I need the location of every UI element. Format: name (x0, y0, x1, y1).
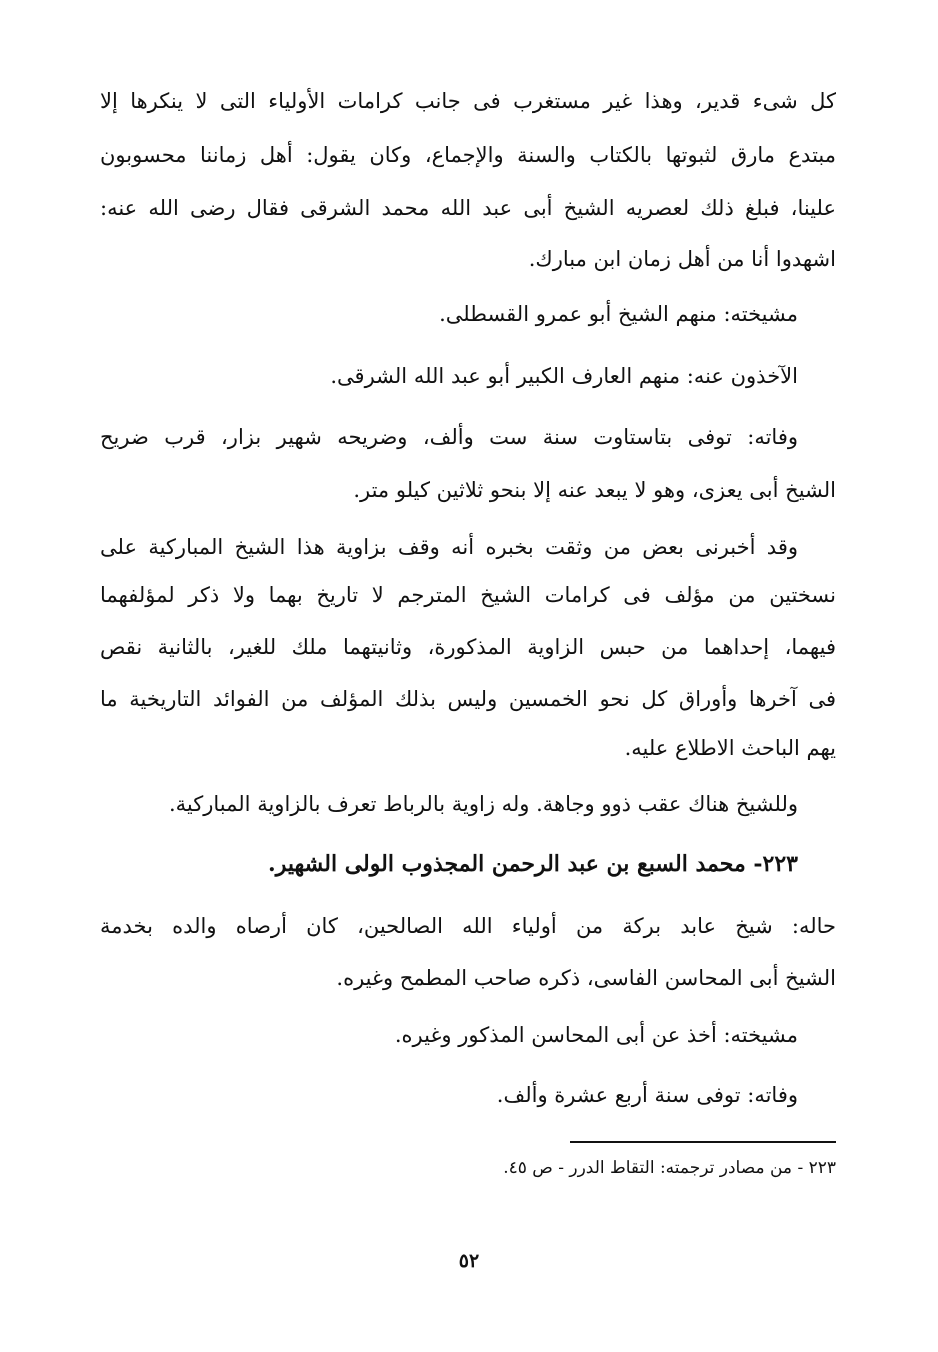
text-line: مشيخته: أخذ عن أبى المحاسن المذكور وغيره. (394, 1023, 798, 1047)
text-line: مبتدع مارق لثبوتها بالكتاب والسنة والإجماع، وكان يقول: أهل زماننا محسوبون (100, 143, 836, 167)
text-line: الشيخ أبى يعزى، وهو لا يبعد عنه إلا بنحو ثلاثين كيلو متر. (353, 478, 836, 502)
text-line: فيهما، إحداهما من حبس الزاوية المذكورة، وثانيتهما ملك للغير، بالثانية نقص (100, 635, 836, 659)
text-line: نسختين من مؤلف فى كرامات الشيخ المترجم لا تاريخ بهما ولا ذكر لمؤلفهما (100, 583, 836, 607)
page-number: ٥٢ (458, 1250, 480, 1272)
text-line: مشيخته: منهم الشيخ أبو عمرو القسطلى. (439, 302, 798, 326)
text-line: الشيخ أبى المحاسن الفاسى، ذكره صاحب المطمح وغيره. (336, 966, 836, 990)
text-line: حاله: شيخ عابد بركة من أولياء الله الصالحين، كان أرصاه والده بخدمة (100, 914, 836, 938)
text-line: وقد أخبرنى بعض من وثقت بخبره أنه وقف بزاوية هذا الشيخ المباركية على (100, 535, 798, 559)
text-line: وفاته: توفى بتاستاوت سنة ست وألف، وضريحه شهير بزار، قرب ضريح (100, 425, 798, 449)
entry-heading: ٢٢٣- محمد السبع بن عبد الرحمن المجذوب الولى الشهير. (268, 851, 798, 877)
footnote-separator (570, 1141, 836, 1143)
text-line: يهم الباحث الاطلاع عليه. (624, 736, 836, 760)
text-line: علينا، فبلغ ذلك لعصريه الشيخ أبى عبد الله محمد الشرقى فقال رضى الله عنه: (100, 196, 836, 220)
text-line: وللشيخ هناك عقب ذوو وجاهة. وله زاوية بالرباط تعرف بالزاوية المباركية. (169, 792, 798, 816)
footnote: ٢٢٣ - من مصادر ترجمته: التقاط الدرر - ص ٤٥. (503, 1158, 836, 1178)
text-line: الآخذون عنه: منهم العارف الكبير أبو عبد الله الشرقى. (330, 364, 798, 388)
text-line: وفاته: توفى سنة أربع عشرة وألف. (496, 1083, 798, 1107)
text-line: فى آخرها وأوراق كل نحو الخمسين وليس بذلك المؤلف من الفوائد التاريخية ما (100, 687, 836, 711)
text-line: اشهدوا أنا من أهل زمان ابن مبارك. (528, 247, 836, 271)
text-line: كل شىء قدير، وهذا غير مستغرب فى جانب كرامات الأولياء التى لا ينكرها إلا (100, 89, 836, 113)
